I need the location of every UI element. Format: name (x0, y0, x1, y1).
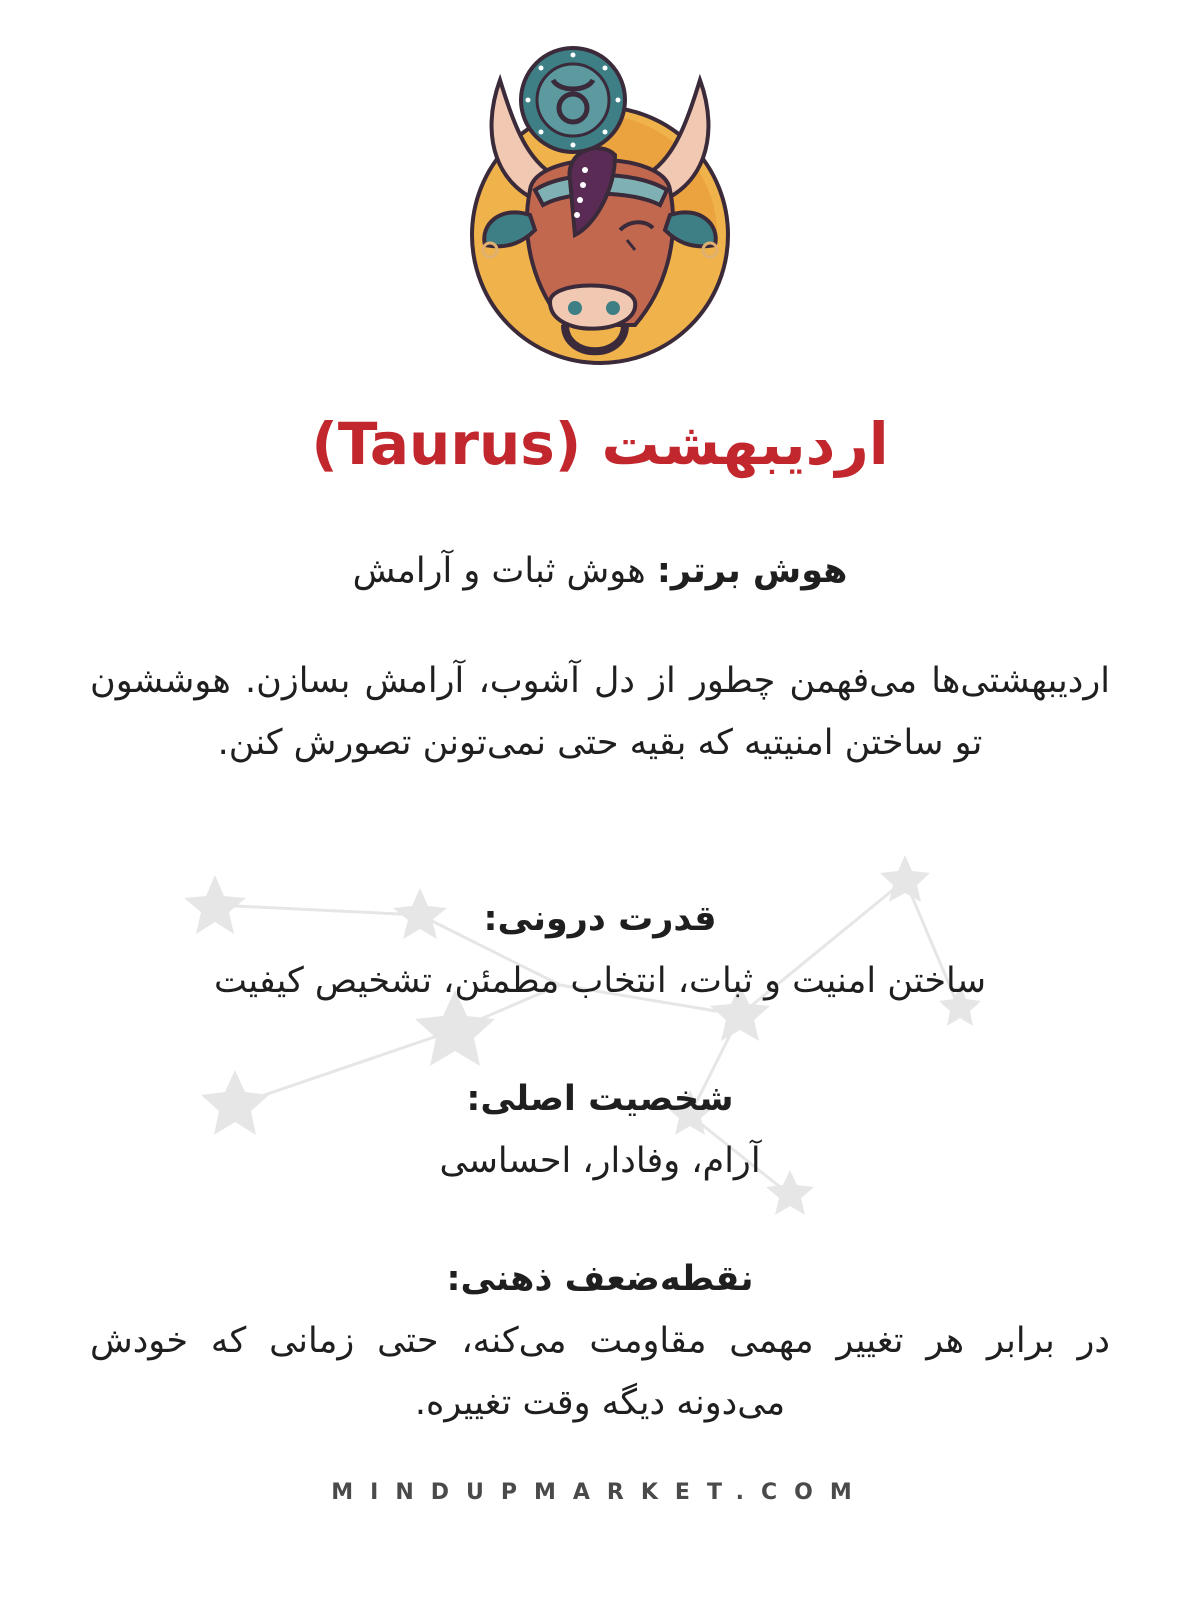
footer-website: MINDUPMARKET.COM (331, 1480, 869, 1505)
personality-text: آرام، وفادار، احساسی (439, 1141, 761, 1181)
page-title: اردیبهشت (Taurus) (311, 410, 889, 478)
inner-power-text: ساختن امنیت و ثبات، انتخاب مطمئن، تشخیص کیفیت (213, 961, 987, 1001)
intelligence-section (90, 540, 1110, 602)
weakness-text: در برابر هر تغییر مهمی مقاومت می‌کنه، حتی زمانی که خودش می‌دونه دیگه وقت تغییره. (90, 1321, 1110, 1423)
personality-heading: شخصیت اصلی: (466, 1079, 734, 1119)
inner-power-section (90, 888, 1110, 1012)
intelligence-value: هوش ثبات و آرامش (352, 551, 646, 591)
inner-power-heading: قدرت درونی: (483, 899, 717, 939)
intelligence-label: هوش برتر: (656, 551, 848, 591)
weakness-heading: نقطه‌ضعف ذهنی: (446, 1259, 754, 1299)
taurus-symbol-icon (521, 48, 625, 152)
description-section (90, 650, 1110, 774)
personality-section (90, 1068, 1110, 1192)
weakness-section (90, 1248, 1110, 1434)
description-text: اردیبهشتی‌ها می‌فهمن چطور از دل آشوب، آرامش بسازن. هوششون تو ساختن امنیتیه که بقیه حتی نمی‌تونن تصورش کنن. (90, 661, 1110, 763)
taurus-bull-illustration (455, 40, 745, 370)
